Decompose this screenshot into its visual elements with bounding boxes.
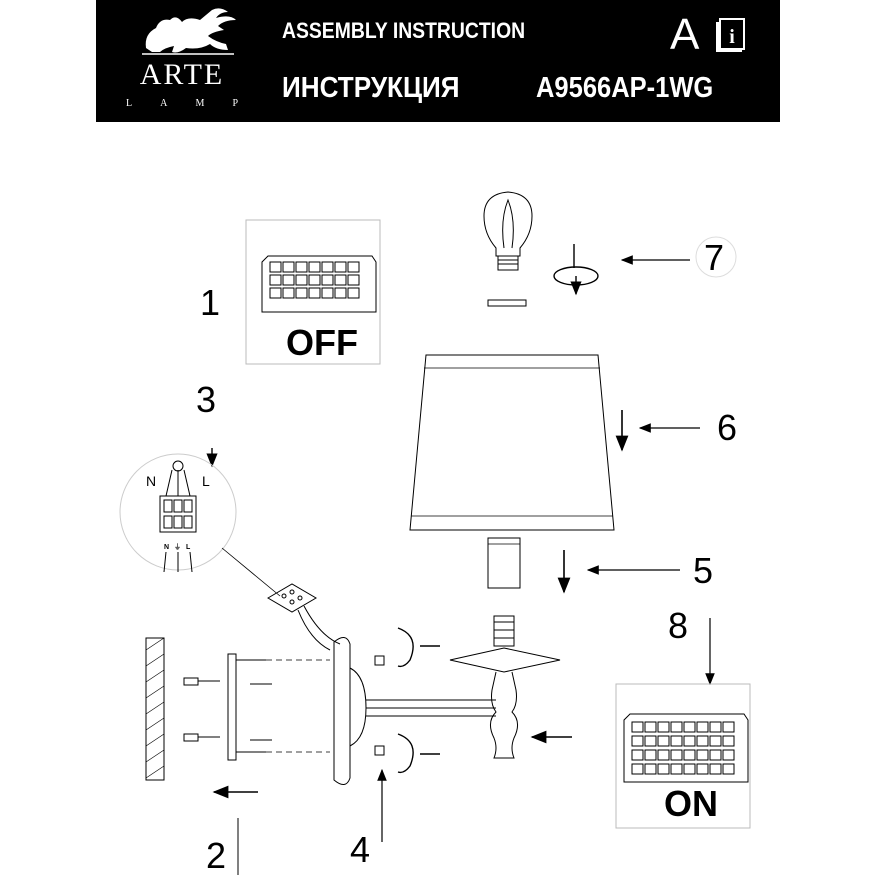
step-number-8: 8 (668, 605, 689, 646)
title-english: ASSEMBLY INSTRUCTION (282, 18, 526, 43)
language-mark: A (670, 10, 700, 59)
bulb-holder-ring (488, 300, 526, 306)
brand-sub-letter: P (232, 98, 238, 109)
terminal-l-label: L (186, 544, 191, 551)
live-label: L (202, 473, 210, 489)
step-number-1: 1 (200, 282, 221, 323)
brand-sub-letter: A (160, 98, 168, 109)
screw-in-arrow-icon (554, 244, 598, 294)
wall-surface (146, 638, 164, 780)
fuse-box-off-icon (262, 256, 376, 312)
terminal-n-label: N (164, 544, 170, 551)
terminal-ground-label: ⏚ (174, 544, 181, 551)
socket-sleeve (488, 538, 520, 588)
brand-sub-letter: L (126, 98, 133, 109)
wall-anchor-icon (184, 678, 220, 741)
step-number-7: 7 (704, 237, 725, 278)
lamp-canopy (334, 637, 366, 784)
terminal-block-icon (160, 461, 196, 572)
title-russian: ИНСТРУКЦИЯ (282, 72, 460, 104)
step-number-4: 4 (350, 829, 371, 870)
light-bulb-icon (484, 192, 532, 270)
fuse-box-on-icon (624, 714, 748, 782)
svg-text:i: i (729, 26, 735, 48)
switch-off-label: OFF (286, 322, 358, 363)
brand-wordmark: ARTE (139, 58, 225, 91)
step-number-2: 2 (206, 835, 227, 875)
connector-block-icon (268, 584, 340, 650)
lamp-arm (366, 700, 496, 716)
step-number-5: 5 (693, 550, 714, 591)
switch-on-label: ON (664, 783, 718, 824)
step-number-3: 3 (196, 379, 217, 420)
neutral-label: N (146, 473, 157, 489)
step-number-6: 6 (717, 407, 738, 448)
lamp-shade (410, 355, 614, 530)
model-number: A9566AP-1WG (536, 72, 714, 104)
fixing-screw-icon (375, 656, 384, 755)
brand-sub-letter: M (195, 98, 205, 109)
detail-leader-line (222, 548, 280, 596)
mounting-plate (228, 654, 272, 760)
